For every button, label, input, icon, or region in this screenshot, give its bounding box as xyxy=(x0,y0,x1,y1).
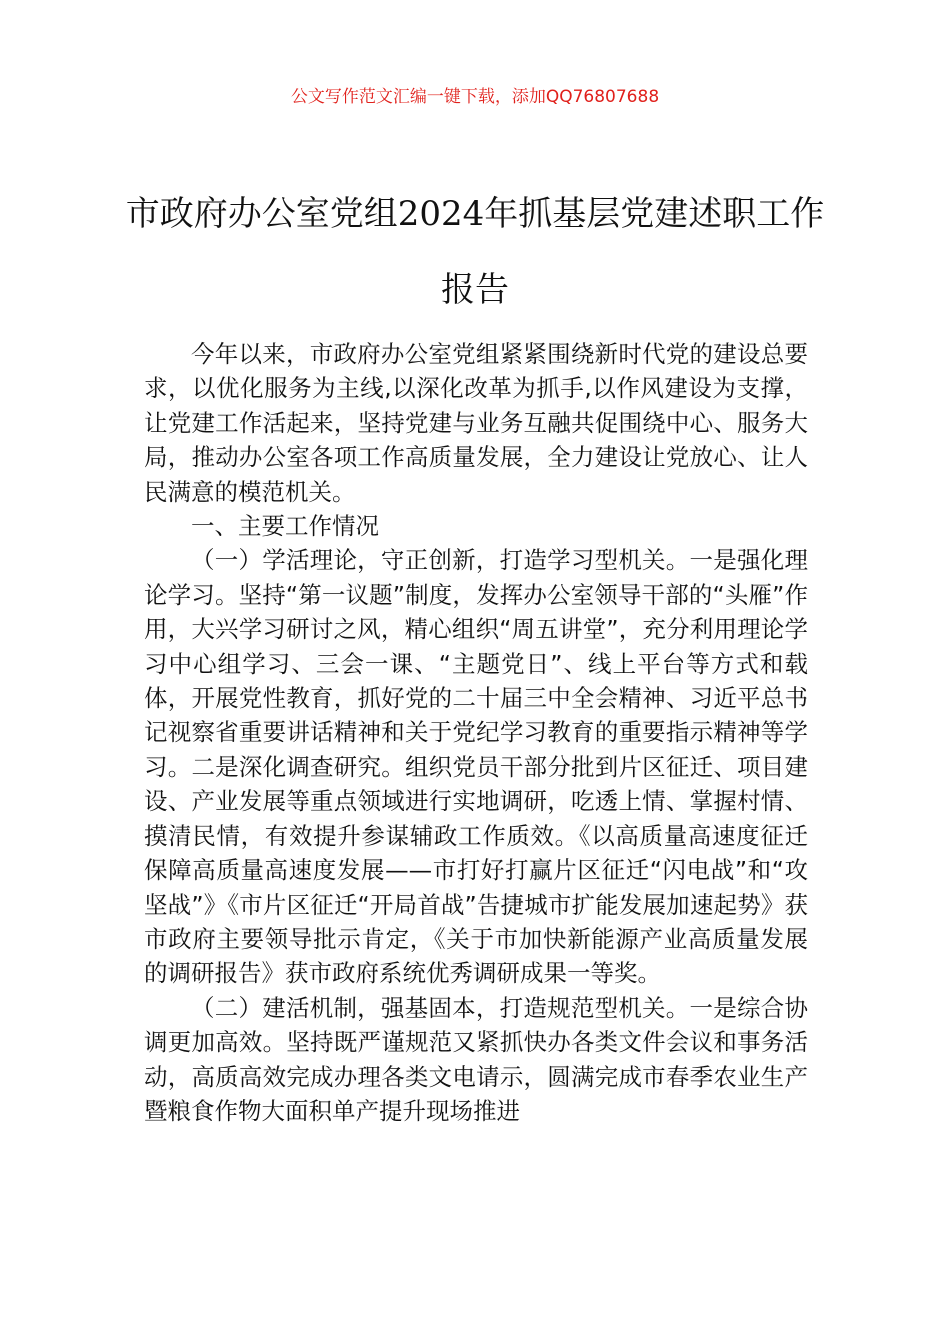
document-body xyxy=(144,337,808,1128)
paragraph-intro: 今年以来，市政府办公室党组紧紧围绕新时代党的建设总要求，以优化服务为主线,以深化改革为抓手,以作风建设为支撑，让党建工作活起来，坚持党建与业务互融共促围绕中心、服务大局，推动办公室各项工作高质量发展，全力建设让党放心、让人民满意的模范机关。 xyxy=(144,340,808,506)
section-heading-main-work: 一、主要工作情况 xyxy=(191,512,379,541)
paragraph-section-1: （一）学活理论，守正创新，打造学习型机关。一是强化理论学习。坚持“第一议题”制度，发挥办公室领导干部的“头雁”作用，大兴学习研讨之风，精心组织“周五讲堂”，充分利用理论学习中心组学习、三会一课、“主题党日”、线上平台等方式和载体，开展党性教育，抓好党的二十届三中全会精神、习近平总书记视察省重要讲话精神和关于党纪学习教育的重要指示精神等学习。二是深化调查研究。组织党员干部分批到片区征迁、项目建设、产业发展等重点领域进行实地调研，吃透上情、掌握村情、摸清民情，有效提升参谋辅政工作质效。《以高质量高速度征迁保障高质量高速度发展——市打好打赢片区征迁“闪电战”和“攻坚战”》《市片区征迁“开局首战”告捷城市扩能发展加速起势》获市政府主要领导批示肯定，《关于市加快新能源产业高质量发展的调研报告》获市政府系统优秀调研成果一等奖。 xyxy=(144,546,808,988)
document-title: 市政府办公室党组2024年抓基层党建述职工作报告 xyxy=(125,194,825,310)
paragraph-section-2: （二）建活机制，强基固本，打造规范型机关。一是综合协调更加高效。坚持既严谨规范又紧抓快办各类文件会议和事务活动，高质高效完成办理各类文电请示，圆满完成市春季农业生产暨粮食作物大面积单产提升现场推进 xyxy=(144,993,808,1125)
header-download-note: 公文写作范文汇编一键下载，添加QQ76807688 xyxy=(290,87,660,107)
